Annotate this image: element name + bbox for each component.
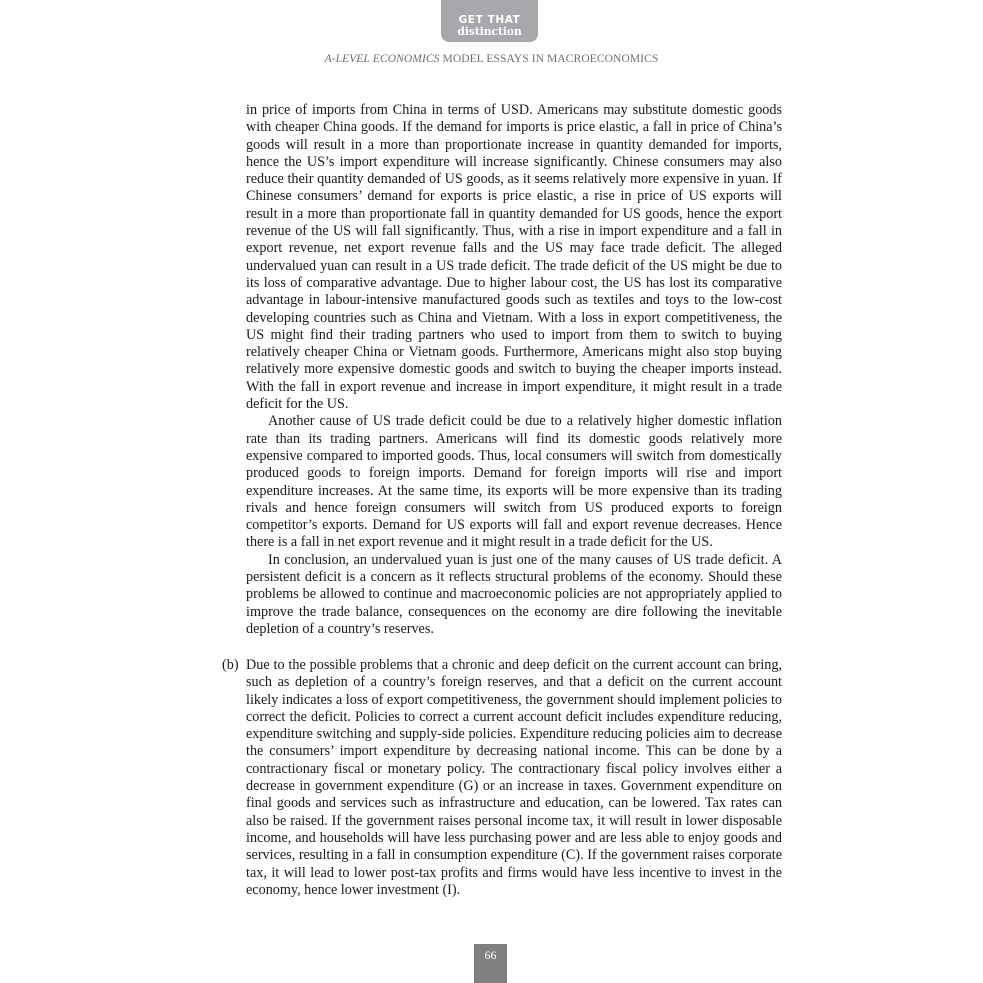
part-a-text xyxy=(246,102,782,638)
running-head-italic: A-LEVEL ECONOMICS xyxy=(324,53,440,65)
series-tab-line2: distinction xyxy=(457,25,522,38)
part-b-text xyxy=(246,657,782,899)
series-tab-line1: GET THAT xyxy=(458,14,521,26)
running-head xyxy=(0,53,983,65)
paragraph: In conclusion, an undervalued yuan is just one of the many causes of US trade deficit. A persistent deficit is a concern as it reflects structural problems of the economy. Should these problems be allowed to continue and macroeconomic policies are not appropriately applied to improve the trade balance, consequences on the economy are dire following the inevitable depletion of a country’s reserves. xyxy=(246,551,782,637)
paragraph: Due to the possible problems that a chronic and deep deficit on the current account can bring, such as depletion of a country’s foreign reserves, and that a deficit on the current account likely indicates a loss of export competitiveness, the government should implement policies to correct the deficit. Policies to correct a current account deficit includes expenditure reducing, expenditure switching and supply-side policies. Expenditure reducing policies aim to decrease the consumers’ import expenditure by decreasing national income. This can be done by a contractionary fiscal or monetary policy. The contractionary fiscal policy involves either a decrease in government expenditure (G) or an increase in taxes. Government expenditure on final goods and services such as infrastructure and education, can be lowered. Tax rates can also be raised. If the government raises personal income tax, it will result in lower disposable income, and households will have less purchasing power and are less able to enjoy goods and services, resulting in a fall in consumption expenditure (C). If the government raises corporate tax, it will lead to lower post-tax profits and firms would have less incentive to invest in the economy, hence lower investment (I). xyxy=(246,657,782,898)
page-number: 66 xyxy=(474,944,507,983)
paragraph: Another cause of US trade deficit could be due to a relatively higher domestic inflation rate than its trading partners. Americans will find its domestic goods relatively more expensive compared to imported goods. Thus, local consumers will switch from domestically produced goods to foreign imports. Demand for foreign imports will rise and import expenditure increases. At the same time, its exports will be more expensive than its trading rivals and hence foreign consumers will switch from US produced exports to foreign competitor’s exports. Demand for US exports will fall and export revenue decreases. Hence there is a fall in net export revenue and it might result in a trade deficit for the US. xyxy=(246,413,782,551)
part-b-label: (b) xyxy=(222,657,239,673)
running-head-title: MODEL ESSAYS IN MACROECONOMICS xyxy=(439,53,659,65)
series-tab xyxy=(441,0,538,42)
paragraph: in price of imports from China in terms of USD. Americans may substitute domestic goods with cheaper China goods. If the demand for imports is price elastic, a fall in price of China’s goods will result in a more than proportionate increase in quantity demanded for imports, hence the US’s import expenditure will increase significantly. Chinese consumers may also reduce their quantity demanded of US goods, as it seems relatively more expensive in yuan. If Chinese consumers’ demand for exports is price elastic, a rise in price of US exports will result in a more than proportionate fall in quantity demanded for US goods, hence the export revenue of the US will fall significantly. Thus, with a rise in import expenditure and a fall in export revenue, net export revenue falls and the US may face trade deficit. The alleged undervalued yuan can result in a US trade deficit. The trade deficit of the US might be due to its loss of comparative advantage. Due to higher labour cost, the US has lost its comparative advantage in labour-intensive manufactured goods such as textiles and toys to the low-cost developing countries such as China and Vietnam. With a loss in export competitiveness, the US might find their trading partners who used to import from them to switch to buying relatively cheaper China or Vietnam goods. Furthermore, Americans might also stop buying relatively more expensive domestic goods and switch to buying the cheaper imports instead. With the fall in export revenue and increase in import expenditure, it might result in a trade deficit for the US. xyxy=(246,102,782,413)
